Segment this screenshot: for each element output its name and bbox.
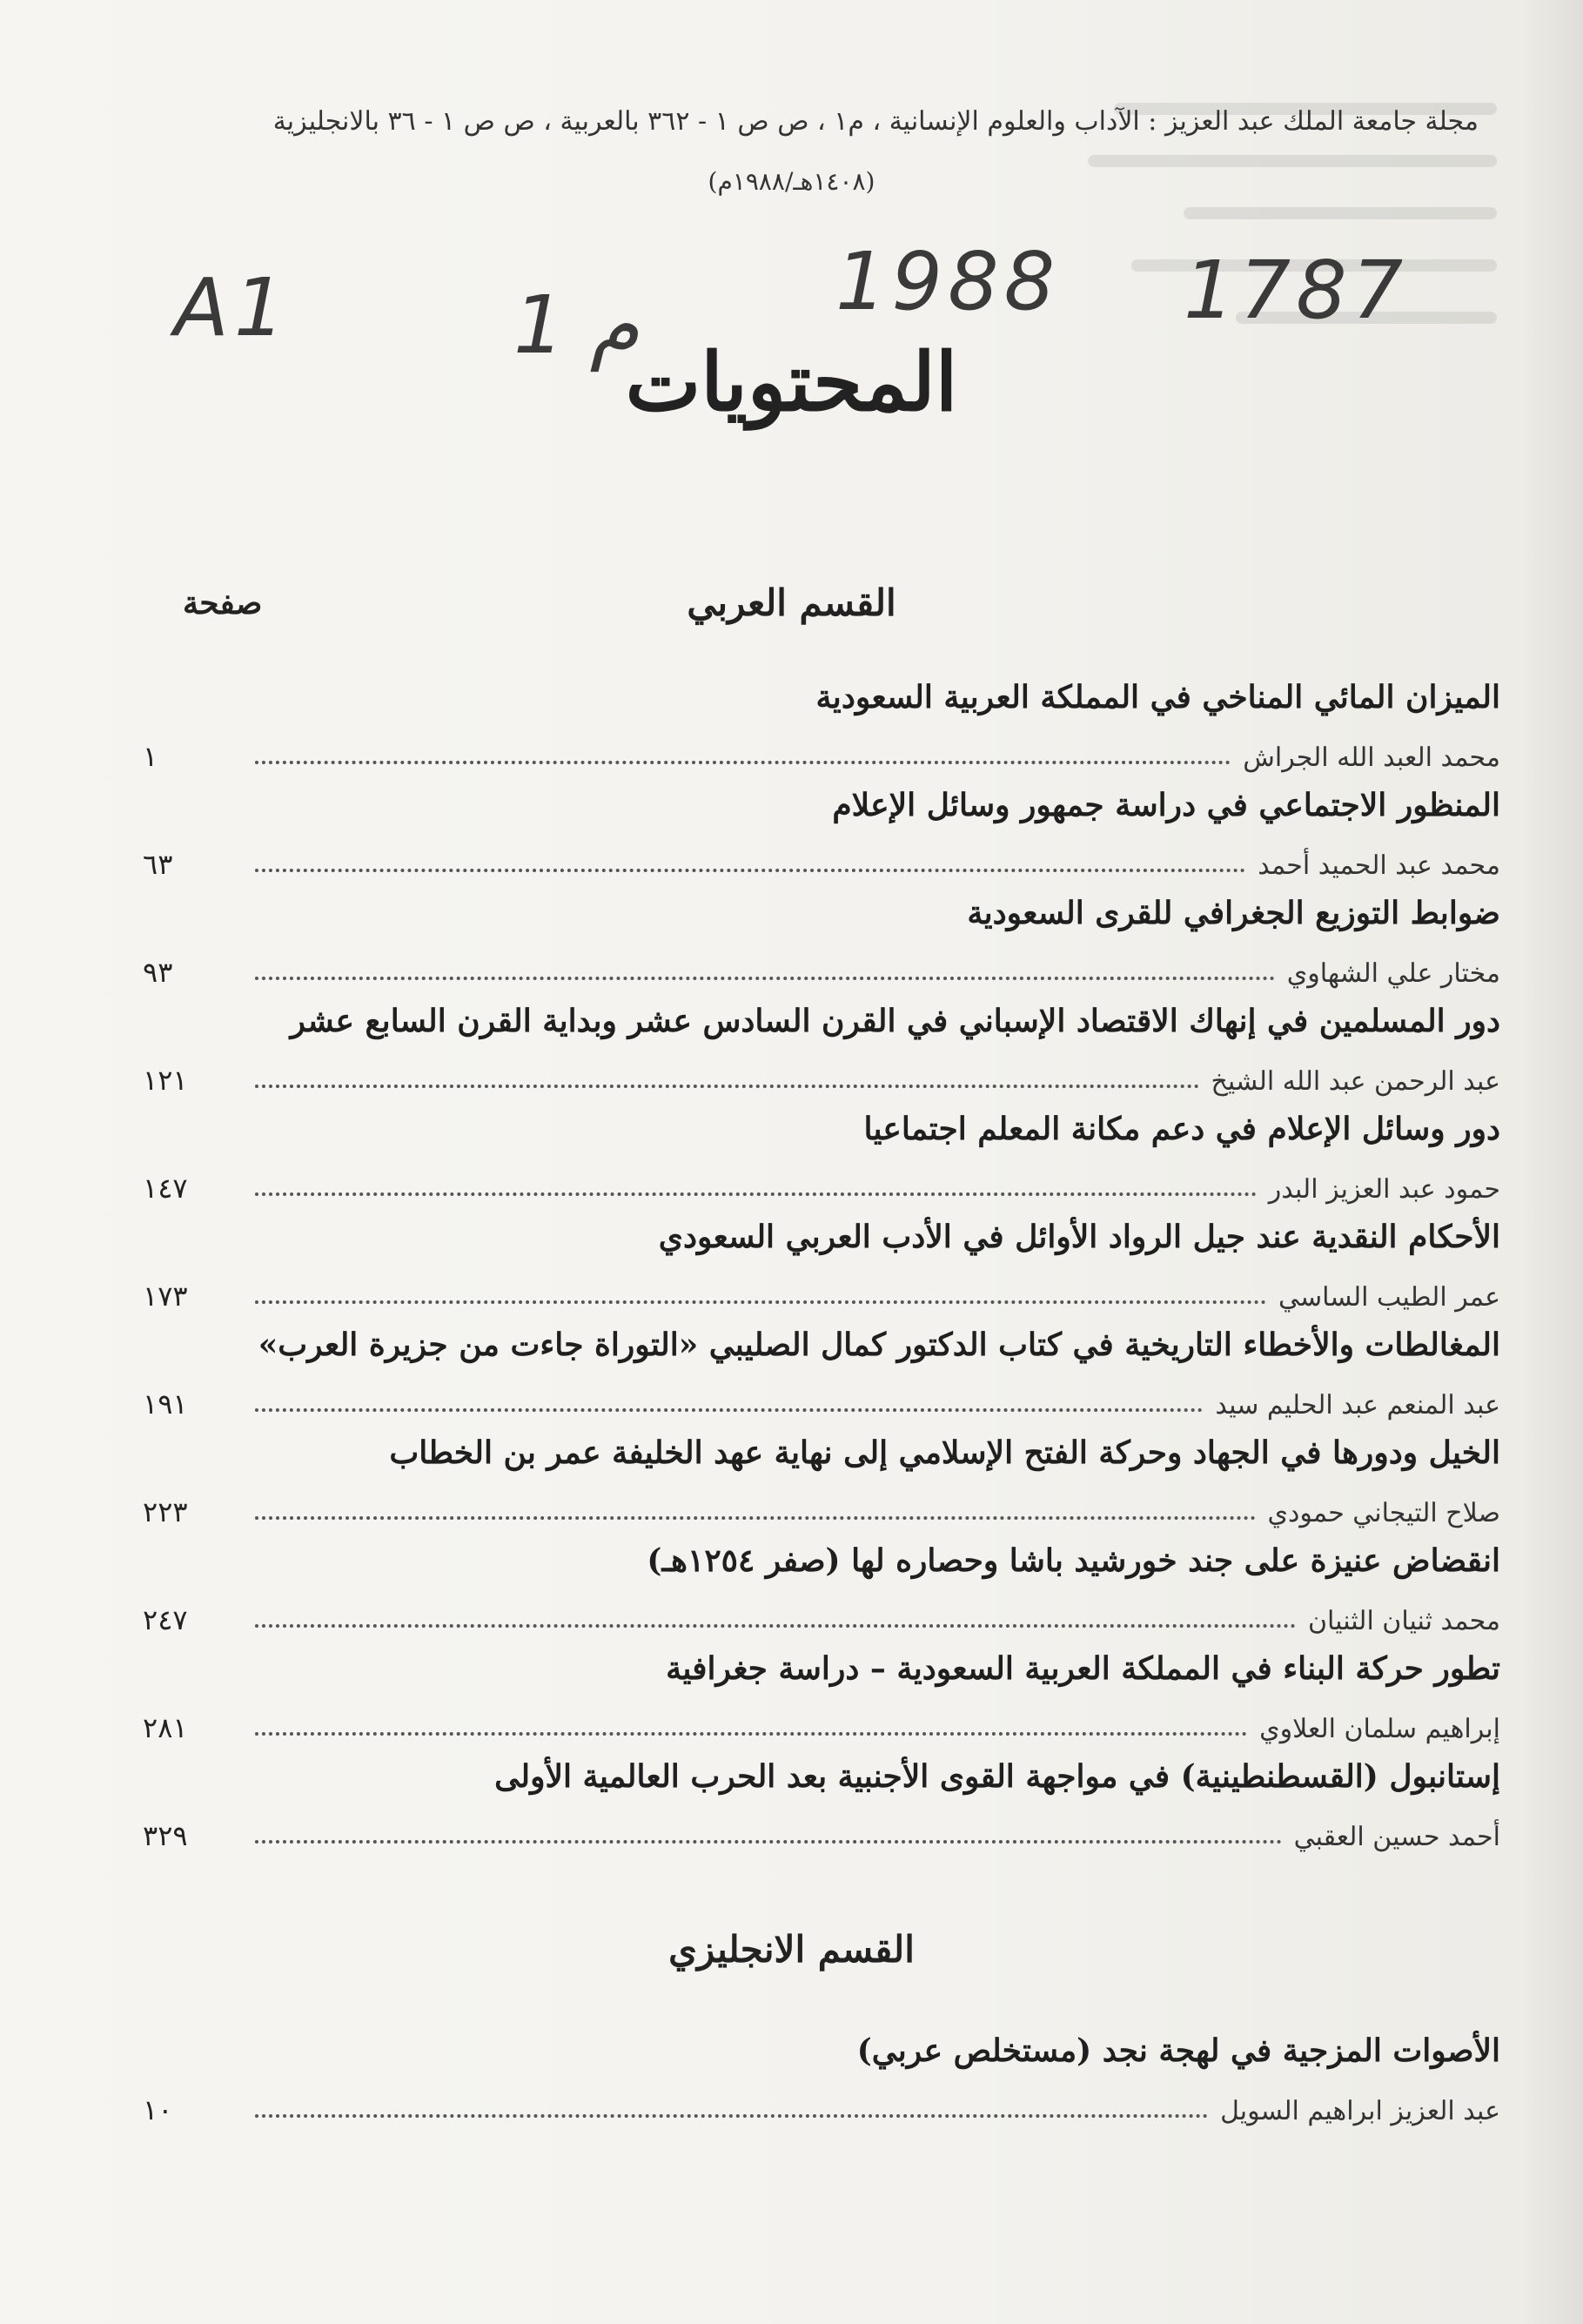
toc-entry-page: ٢٤٧ [143, 1603, 188, 1636]
toc-entry-page: ١٤٧ [143, 1172, 188, 1205]
toc-entry-page: ٦٣ [143, 848, 173, 881]
toc-entry-author: صلاح التيجاني حمودي [1267, 1498, 1500, 1528]
toc-entry-line [143, 841, 1500, 881]
toc-entry [143, 1758, 1500, 1866]
handwritten-year: 1988 [835, 235, 1061, 328]
toc-entry-author: أحمد حسين العقبي [1293, 1822, 1500, 1852]
toc-entry-line [143, 1380, 1500, 1421]
toc-entry-title: الأحكام النقدية عند جيل الرواد الأوائل في الأدب العربي السعودي [658, 1219, 1500, 1255]
dot-leader [255, 1407, 1203, 1412]
toc-entry-line [143, 1812, 1500, 1852]
dot-leader [255, 976, 1275, 980]
toc-entry-page: ٢٢٣ [143, 1495, 188, 1528]
handwritten-record-number: 1787 [1184, 244, 1409, 337]
journal-citation: مجلة جامعة الملك عبد العزيز : الآداب والعلوم الإنسانية ، م١ ، ص ص ١ - ٣٦٢ بالعربية ، ص ص ١ - ٣٦ بالانجليزية [272, 106, 1479, 137]
toc-entry [143, 1650, 1500, 1758]
toc-entry-title: إستانبول (القسطنطينية) في مواجهة القوى الأجنبية بعد الحرب العالمية الأولى [494, 1758, 1500, 1795]
toc-entry-page: ١ [143, 740, 158, 773]
dot-leader [255, 1084, 1199, 1088]
dot-leader [255, 1192, 1257, 1196]
toc-entry-page: ٩٣ [143, 956, 173, 989]
toc-entry-author: محمد العبد الله الجراش [1243, 742, 1500, 773]
english-toc-list [143, 2032, 1500, 2140]
toc-entry-line [143, 1273, 1500, 1313]
toc-entry-page: ٣٢٩ [143, 1819, 188, 1852]
toc-entry [143, 1434, 1500, 1542]
toc-entry-line [143, 1165, 1500, 1205]
page-title: المحتويات [625, 335, 958, 429]
toc-entry-title: انقضاض عنيزة على جند خورشيد باشا وحصاره لها (صفر ١٢٥٤هـ) [647, 1542, 1500, 1579]
toc-entry-author: عبد الرحمن عبد الله الشيخ [1211, 1066, 1500, 1097]
toc-entry-page: ١٧٣ [143, 1280, 188, 1313]
dot-leader [255, 1623, 1296, 1628]
toc-entry-author: إبراهيم سلمان العلاوي [1259, 1714, 1500, 1744]
journal-date: (١٤٠٨هـ/١٩٨٨م) [708, 167, 875, 196]
toc-entry-author: حمود عبد العزيز البدر [1268, 1174, 1500, 1205]
toc-entry-line [143, 1488, 1500, 1528]
toc-entry [143, 1327, 1500, 1434]
toc-entry [143, 787, 1500, 895]
toc-entry [143, 679, 1500, 787]
toc-entry-page: ١٠ [143, 2093, 173, 2126]
toc-entry-line [143, 1704, 1500, 1744]
toc-entry-line [143, 1596, 1500, 1636]
toc-entry-page: ١٢١ [143, 1064, 188, 1097]
dot-leader [255, 760, 1231, 764]
toc-entry [143, 895, 1500, 1003]
toc-entry-line [143, 1057, 1500, 1097]
handwritten-volume-code: A1 [174, 261, 291, 354]
toc-entry-page: ١٩١ [143, 1387, 188, 1421]
toc-entry-page: ٢٨١ [143, 1711, 188, 1744]
toc-entry [143, 1542, 1500, 1650]
toc-entry-title: المنظور الاجتماعي في دراسة جمهور وسائل الإعلام [832, 787, 1500, 823]
english-section-heading: القسم الانجليزي [668, 1928, 915, 1971]
toc-entry [143, 1219, 1500, 1327]
toc-entry-author: محمد عبد الحميد أحمد [1258, 850, 1500, 881]
dot-leader [255, 868, 1245, 872]
dot-leader [255, 1515, 1256, 1520]
arabic-toc-list [143, 679, 1500, 1866]
dot-leader [255, 2113, 1208, 2118]
toc-entry-title: دور المسلمين في إنهاك الاقتصاد الإسباني في القرن السادس عشر وبداية القرن السابع عشر [290, 1003, 1500, 1039]
toc-entry [143, 2032, 1500, 2140]
dot-leader [255, 1731, 1247, 1736]
toc-entry [143, 1111, 1500, 1219]
toc-entry-line [143, 2086, 1500, 2126]
dot-leader [255, 1839, 1282, 1844]
handwritten-number-code: 1 م [513, 279, 640, 372]
page-column-label: صفحة [183, 585, 263, 621]
toc-entry-author: محمد ثنيان الثنيان [1307, 1606, 1500, 1636]
toc-entry-title: دور وسائل الإعلام في دعم مكانة المعلم اجتماعيا [863, 1111, 1500, 1147]
toc-entry-line [143, 733, 1500, 773]
toc-entry [143, 1003, 1500, 1111]
toc-entry-title: تطور حركة البناء في المملكة العربية السعودية – دراسة جغرافية [666, 1650, 1500, 1687]
toc-entry-title: ضوابط التوزيع الجغرافي للقرى السعودية [967, 895, 1500, 931]
dot-leader [255, 1300, 1266, 1304]
toc-entry-title: المغالطات والأخطاء التاريخية في كتاب الدكتور كمال الصليبي «التوراة جاءت من جزيرة العرب» [258, 1327, 1500, 1363]
toc-entry-author: عبد العزيز ابراهيم السويل [1220, 2096, 1500, 2126]
toc-entry-author: عبد المنعم عبد الحليم سيد [1215, 1390, 1500, 1421]
toc-entry-title: الأصوات المزجية في لهجة نجد (مستخلص عربي) [856, 2032, 1500, 2069]
arabic-section-heading: القسم العربي [687, 581, 896, 624]
toc-entry-author: مختار علي الشهاوي [1286, 958, 1500, 989]
toc-entry-title: الميزان المائي المناخي في المملكة العربية السعودية [815, 679, 1500, 715]
toc-entry-title: الخيل ودورها في الجهاد وحركة الفتح الإسلامي إلى نهاية عهد الخليفة عمر بن الخطاب [389, 1434, 1500, 1471]
toc-entry-author: عمر الطيب الساسي [1278, 1282, 1500, 1313]
toc-entry-line [143, 949, 1500, 989]
